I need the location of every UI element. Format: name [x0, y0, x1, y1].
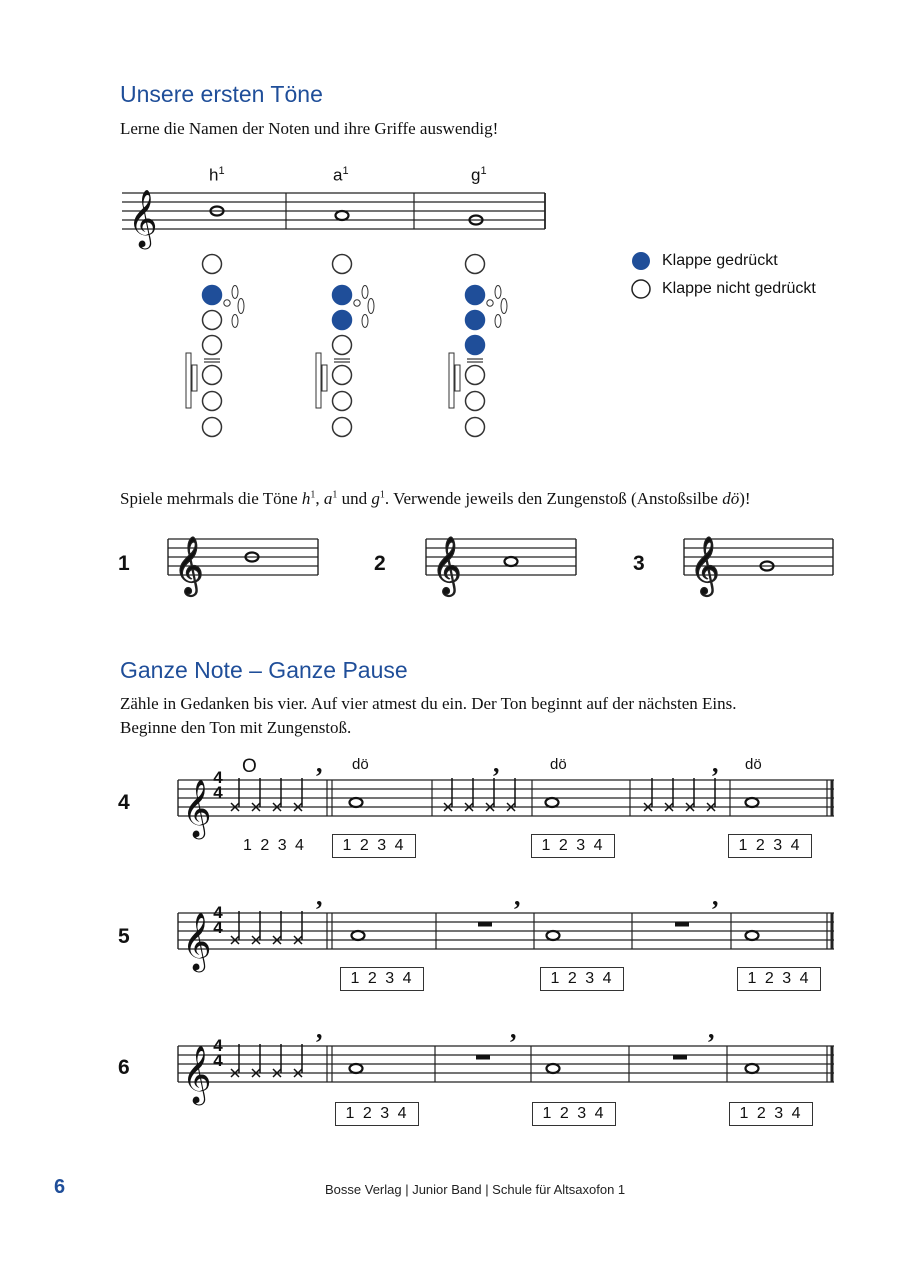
exercise-number-3: 3: [633, 552, 645, 575]
side-key: [495, 286, 501, 299]
count-box: 1 2 3 4: [335, 1102, 419, 1126]
breath-mark-icon: ,: [514, 882, 521, 911]
section2-line2: Beginne den Ton mit Zungenstoß.: [120, 718, 352, 737]
side-key-small: [354, 300, 360, 306]
slash-note: [273, 911, 281, 944]
syllable-do-1: dö: [352, 756, 369, 773]
palm-key: [449, 353, 454, 408]
row-number-6: 6: [118, 1056, 130, 1079]
whole-note: [352, 931, 365, 940]
key-open: [466, 366, 485, 385]
breath-mark-icon: ,: [708, 1015, 715, 1044]
whole-note: [546, 798, 559, 807]
legend-not-pressed-label: Klappe nicht gedrückt: [662, 280, 816, 297]
breath-mark-icon: ,: [712, 882, 719, 911]
count-box: 1 2 3 4: [540, 967, 624, 991]
side-key: [362, 315, 368, 328]
note-label-h1: $h^1$: [209, 165, 225, 185]
slash-note: [665, 778, 673, 811]
key-open: [466, 418, 485, 437]
fingering-chart-a: [316, 255, 374, 437]
key-pressed: [466, 311, 485, 330]
slash-note: [686, 778, 694, 811]
key-open: [203, 392, 222, 411]
palm-key: [455, 365, 460, 391]
rhythm-staff-row-5: [178, 913, 834, 949]
time-signature-row5: 4 4: [213, 903, 223, 937]
key-pressed: [203, 286, 222, 305]
breath-mark-icon: ,: [316, 882, 323, 911]
key-open: [203, 255, 222, 274]
key-open: [203, 366, 222, 385]
count-unboxed: 1 2 3 4: [243, 837, 306, 854]
slash-note: [507, 778, 515, 811]
side-key-small: [487, 300, 493, 306]
slash-note: [444, 778, 452, 811]
row-number-4: 4: [118, 791, 130, 814]
fingering-chart-h: [186, 255, 244, 437]
breath-mark-icon: ,: [493, 749, 500, 778]
whole-note: [350, 1064, 363, 1073]
palm-key: [316, 353, 321, 408]
note-label-g1: $g^1$: [471, 165, 487, 185]
whole-note: [746, 798, 759, 807]
whole-note: [746, 1064, 759, 1073]
key-pressed: [333, 311, 352, 330]
count-box: 1 2 3 4: [531, 834, 615, 858]
whole-rest: [478, 922, 492, 927]
count-box: 1 2 3 4: [737, 967, 821, 991]
side-key: [362, 286, 368, 299]
whole-note: [350, 798, 363, 807]
rhythm-staff-row-6: [178, 1046, 834, 1082]
key-pressed: [333, 286, 352, 305]
slash-note: [707, 778, 715, 811]
instruction-text: Lerne die Namen der Noten und ihre Griffe auswendig!: [120, 119, 499, 138]
time-signature-row6: 4 4: [213, 1036, 223, 1070]
count-box: 1 2 3 4: [728, 834, 812, 858]
side-key: [495, 315, 501, 328]
key-open: [466, 392, 485, 411]
palm-key: [322, 365, 327, 391]
slash-note: [231, 1044, 239, 1077]
key-open: [333, 366, 352, 385]
slash-note: [294, 1044, 302, 1077]
palm-key: [192, 365, 197, 391]
time-signature-row4: 4 4: [213, 768, 223, 802]
treble-clef-icon: 𝄞: [182, 779, 212, 837]
treble-clef-icon: 𝄞: [128, 189, 158, 247]
key-open: [333, 255, 352, 274]
section-title-whole-note: Ganze Note – Ganze Pause: [120, 657, 408, 683]
treble-clef-icon: 𝄞: [182, 912, 212, 970]
exercise-instruction: Spiele mehrmals die Töne $h^1$, $a^1$ und $g^1$. Verwende jeweils den Zungenstoß (Anstoßsilbe dö)!: [120, 489, 751, 508]
slash-note: [231, 778, 239, 811]
slash-note: [644, 778, 652, 811]
key-pressed: [466, 336, 485, 355]
slash-note: [231, 911, 239, 944]
side-key: [501, 299, 507, 314]
slash-note: [465, 778, 473, 811]
whole-rest: [673, 1055, 687, 1060]
slash-note: [486, 778, 494, 811]
section2-line1: Zähle in Gedanken bis vier. Auf vier atmest du ein. Der Ton beginnt auf der nächsten Eins.: [120, 694, 737, 713]
whole-note: [547, 931, 560, 940]
section-title-first-tones: Unsere ersten Töne: [120, 81, 323, 107]
breath-symbol-o: O: [242, 756, 257, 777]
key-open: [203, 311, 222, 330]
slash-note: [273, 1044, 281, 1077]
fingering-chart-g: [449, 255, 507, 437]
breath-mark-icon: ,: [712, 749, 719, 778]
whole-note: [547, 1064, 560, 1073]
slash-note: [273, 778, 281, 811]
page-number: 6: [54, 1176, 66, 1198]
whole-note: [505, 557, 518, 566]
whole-rest: [675, 922, 689, 927]
slash-note: [294, 911, 302, 944]
syllable-do-3: dö: [745, 756, 762, 773]
count-box: 1 2 3 4: [340, 967, 424, 991]
legend-pressed-icon: [632, 252, 650, 270]
key-open: [333, 418, 352, 437]
treble-clef-icon: 𝄞: [174, 536, 204, 594]
treble-clef-icon: 𝄞: [690, 536, 720, 594]
slash-note: [252, 1044, 260, 1077]
footer-publisher: Bosse Verlag | Junior Band | Schule für Altsaxofon 1: [325, 1182, 626, 1197]
treble-clef-icon: 𝄞: [182, 1045, 212, 1103]
rhythm-staff-row-4: [178, 780, 834, 816]
slash-note: [252, 911, 260, 944]
whole-note-a1: [336, 211, 349, 220]
slash-note: [294, 778, 302, 811]
breath-mark-icon: ,: [510, 1015, 517, 1044]
key-open: [466, 255, 485, 274]
breath-mark-icon: ,: [316, 749, 323, 778]
whole-note: [746, 931, 759, 940]
count-box: 1 2 3 4: [532, 1102, 616, 1126]
side-key: [232, 315, 238, 328]
treble-clef-icon: 𝄞: [432, 536, 462, 594]
count-box: 1 2 3 4: [332, 834, 416, 858]
note-label-a1: $a^1$: [333, 165, 349, 185]
row-number-5: 5: [118, 925, 130, 948]
whole-rest: [476, 1055, 490, 1060]
key-pressed: [466, 286, 485, 305]
exercise-number-1: 1: [118, 552, 130, 575]
key-open: [333, 336, 352, 355]
key-open: [333, 392, 352, 411]
key-open: [203, 418, 222, 437]
key-open: [203, 336, 222, 355]
legend-pressed-label: Klappe gedrückt: [662, 252, 778, 269]
breath-mark-icon: ,: [316, 1015, 323, 1044]
side-key: [238, 299, 244, 314]
count-box: 1 2 3 4: [729, 1102, 813, 1126]
exercise-number-2: 2: [374, 552, 386, 575]
side-key: [232, 286, 238, 299]
palm-key: [186, 353, 191, 408]
syllable-do-2: dö: [550, 756, 567, 773]
side-key: [368, 299, 374, 314]
slash-note: [252, 778, 260, 811]
legend-not-pressed-icon: [632, 280, 650, 298]
side-key-small: [224, 300, 230, 306]
